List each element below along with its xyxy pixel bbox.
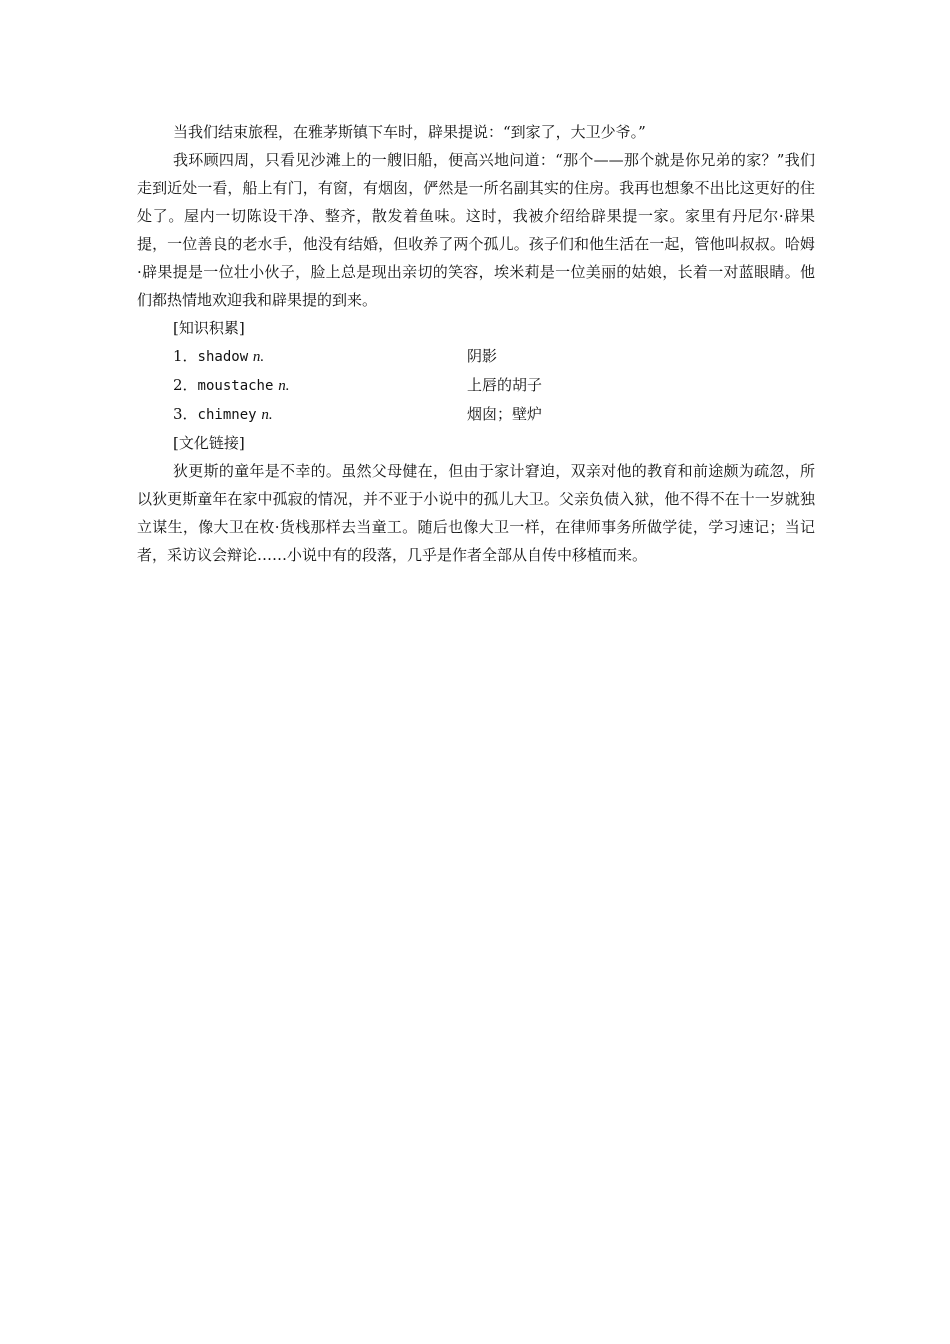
knowledge-heading: [知识积累] (173, 319, 245, 337)
vocab-number: 3． (173, 405, 198, 423)
vocab-meaning: 烟囱；壁炉 (467, 405, 543, 423)
vocab-term (173, 400, 467, 429)
story-paragraph-2: 我环顾四周，只看见沙滩上的一艘旧船，便高兴地问道：“那个——那个就是你兄弟的家？”我们走到近处一看，船上有门，有窗，有烟囱，俨然是一所名副其实的住房。我再也想象不出比这更好的住处了。屋内一切陈设干净、整齐，散发着鱼味。这时，我被介绍给辟果提一家。家里有丹尼尔·辟果提，一位善良的老水手，他没有结婚，但收养了两个孤儿。孩子们和他生活在一起，管他叫叔叔。哈姆·辟果提是一位壮小伙子，脸上总是现出亲切的笑容，埃米莉是一位美丽的姑娘，长着一对蓝眼睛。他们都热情地欢迎我和辟果提的到来。 (137, 151, 815, 309)
story-paragraph-1: 当我们结束旅程，在雅茅斯镇下车时，辟果提说：“到家了，大卫少爷。” (173, 123, 646, 141)
vocab-word: shadow (197, 349, 249, 365)
vocab-item (137, 342, 815, 371)
vocab-item (137, 371, 815, 400)
vocab-word: moustache (197, 378, 274, 394)
culture-paragraph: 狄更斯的童年是不幸的。虽然父母健在，但由于家计窘迫，双亲对他的教育和前途颇为疏忽，所以狄更斯童年在家中孤寂的情况，并不亚于小说中的孤儿大卫。父亲负债入狱，他不得不在十一岁就独立谋生，像大卫在枚·货栈那样去当童工。随后也像大卫一样，在律师事务所做学徒，学习速记；当记者，采访议会辩论……小说中有的段落，几乎是作者全部从自传中移植而来。 (137, 462, 815, 564)
vocab-meaning: 阴影 (467, 347, 498, 365)
document-page (137, 118, 815, 569)
culture-heading: [文化链接] (173, 434, 245, 452)
vocab-part-of-speech: n. (278, 378, 290, 394)
vocab-term (173, 371, 467, 400)
vocab-number: 1． (173, 347, 198, 365)
vocab-term (173, 342, 467, 371)
vocab-part-of-speech: n. (261, 407, 273, 423)
vocab-word: chimney (197, 407, 257, 423)
vocab-number: 2． (173, 376, 198, 394)
vocab-meaning: 上唇的胡子 (467, 376, 543, 394)
vocab-part-of-speech: n. (252, 349, 265, 365)
vocab-item (137, 400, 815, 429)
